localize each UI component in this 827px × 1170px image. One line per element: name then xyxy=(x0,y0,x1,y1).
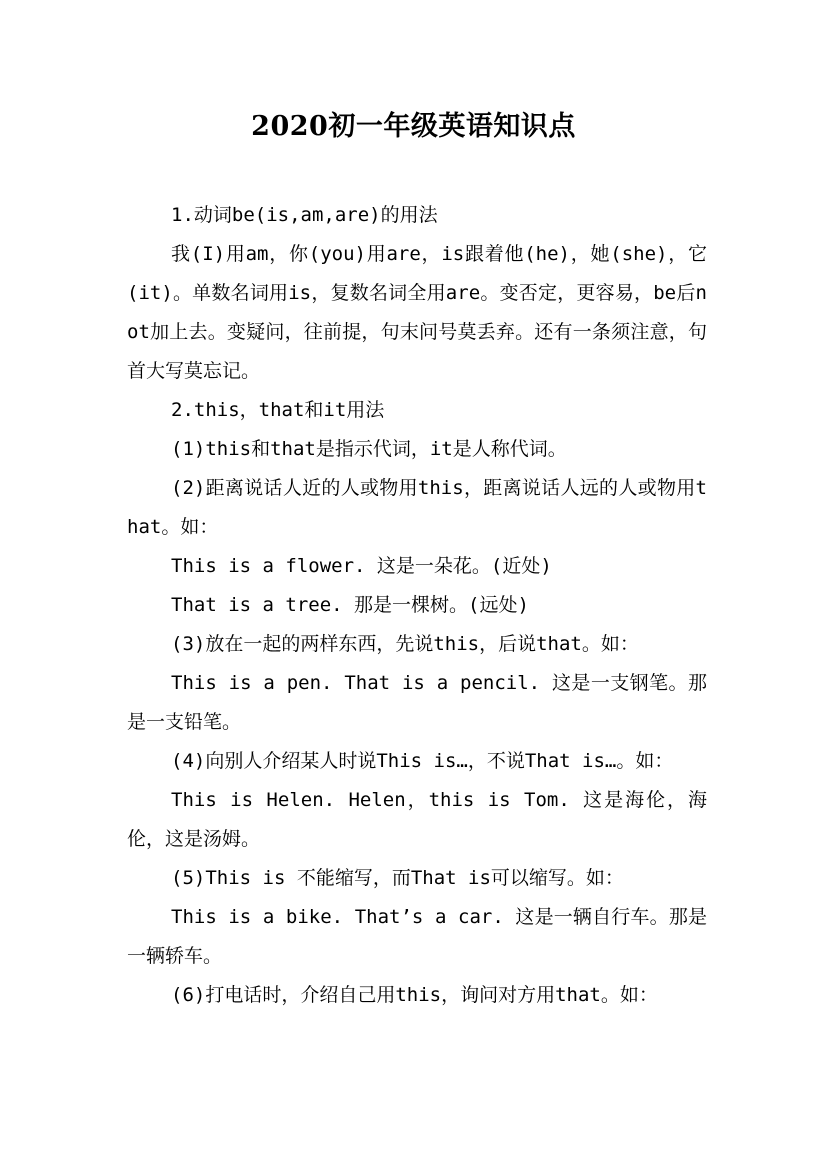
document-body xyxy=(127,196,707,1015)
paragraph-rule-5: (5)This is 不能缩写，而That is可以缩写。如： xyxy=(171,867,624,889)
paragraph-rule-1: (1)this和that是指示代词，it是人称代词。 xyxy=(171,438,567,460)
paragraph-rule-3: (3)放在一起的两样东西，先说this，后说that。如： xyxy=(171,633,639,655)
paragraph-example-bike: This is a bike. That’s a car. 这是一辆自行车。那是一辆轿车。 xyxy=(127,906,707,967)
paragraph-rule-4: (4)向别人介绍某人时说This is…，不说That is…。如： xyxy=(171,750,674,772)
paragraph-example-tree: That is a tree. 那是一棵树。(远处) xyxy=(171,594,529,616)
paragraph-example-pen: This is a pen. That is a pencil. 这是一支钢笔。那是一支铅笔。 xyxy=(127,672,707,733)
paragraph-example-helen: This is Helen. Helen，this is Tom. 这是海伦，海伦，这是汤姆。 xyxy=(127,789,707,850)
paragraph-be-usage-heading: 1.动词be(is,am,are)的用法 xyxy=(171,204,438,226)
paragraph-rule-2: (2)距离说话人近的人或物用this，距离说话人远的人或物用that。如： xyxy=(127,477,707,538)
paragraph-be-usage-rhyme: 我(I)用am，你(you)用are，is跟着他(he)，她(she)，它(it)。单数名词用is，复数名词全用are。变否定，更容易，be后not加上去。变疑问，往前提，句末问号莫丢弃。还有一条须注意，句首大写莫忘记。 xyxy=(127,243,707,382)
paragraph-rule-6: (6)打电话时，介绍自己用this，询问对方用that。如： xyxy=(171,984,658,1006)
paragraph-this-that-heading: 2.this，that和it用法 xyxy=(171,399,385,421)
document-title: 2020初一年级英语知识点 xyxy=(251,111,576,142)
paragraph-example-flower: This is a flower. 这是一朵花。(近处) xyxy=(171,555,552,577)
